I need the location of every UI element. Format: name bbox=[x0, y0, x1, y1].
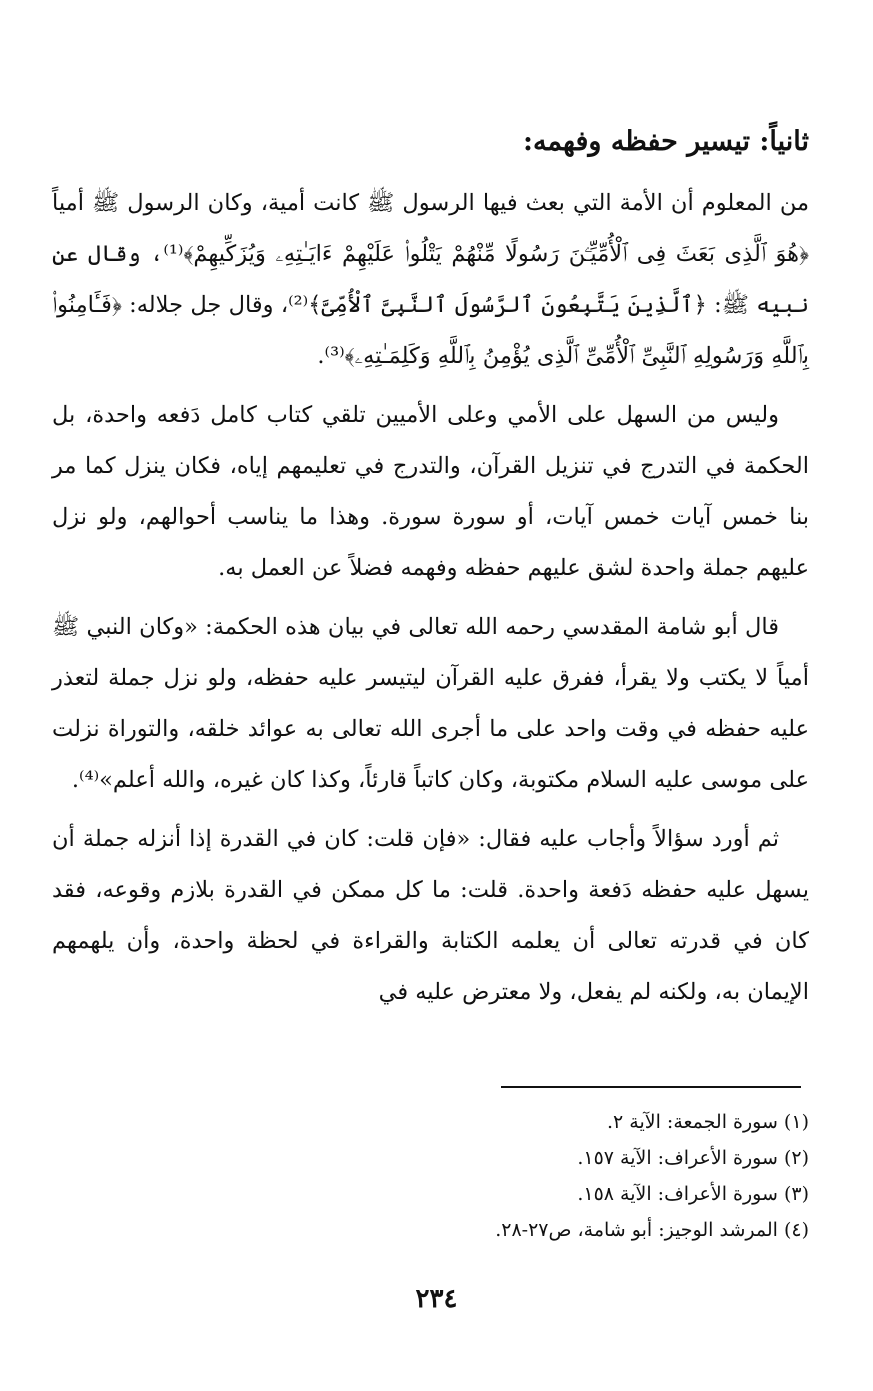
footnote-3: (٣) سورة الأعراف: الآية ١٥٨. bbox=[577, 1183, 809, 1205]
footnote-2: (٢) سورة الأعراف: الآية ١٥٧. bbox=[577, 1147, 809, 1169]
footnote-4: (٤) المرشد الوجيز: أبو شامة، ص٢٧-٢٨. bbox=[495, 1219, 809, 1241]
footnote-1: (١) سورة الجمعة: الآية ٢. bbox=[606, 1111, 809, 1133]
footnotes bbox=[60, 1104, 809, 1248]
main-text bbox=[52, 178, 809, 1026]
paragraph-2: وليس من السهل على الأمي وعلى الأميين تلقي كتاب كامل دَفعه واحدة، بل الحكمة في التدرج في تنزيل القرآن، والتدرج في تعليمهم إياه، فكان ينزل كما مر بنا خمس آيات خمس آيات، أو سورة سورة. وهذا ما يناسب أحوالهم، ولو نزل عليهم جملة واحدة لشق عليهم حفظه وفهمه فضلاً عن العمل به. bbox=[52, 402, 809, 581]
page-number: ٢٣٤ bbox=[415, 1284, 458, 1314]
paragraph-1: من المعلوم أن الأمة التي بعث فيها الرسول ﷺ كانت أمية، وكان الرسول ﷺ أمياً ﴿هُوَ ٱلَّذِى بَعَثَ فِى ٱلْأُمِّيِّـۧنَ رَسُولًا مِّنْهُمْ يَتْلُوا۟ عَلَيْهِمْ ءَايَـٰتِهِۦ وَيُزَكِّيهِمْ﴾⁽¹⁾، وقال عن نبيه ﷺ: ﴿ٱلَّذِينَ يَتَّبِعُونَ ٱلرَّسُولَ ٱلنَّبِىَّ ٱلْأُمِّىَّ﴾⁽²⁾، وقال جل جلاله: ﴿فَـَٔامِنُوا۟ بِٱللَّهِ وَرَسُولِهِ ٱلنَّبِىِّ ٱلْأُمِّىِّ ٱلَّذِى يُؤْمِنُ بِٱللَّهِ وَكَلِمَـٰتِهِۦ﴾⁽³⁾. bbox=[52, 190, 810, 369]
paragraph-3: قال أبو شامة المقدسي رحمه الله تعالى في بيان هذه الحكمة: «وكان النبي ﷺ أمياً لا يكتب ولا يقرأ، ففرق عليه القرآن ليتيسر عليه حفظه، ولو نزل جملة لتعذر عليه حفظه في وقت واحد على ما أجرى الله تعالى به عوائد خلقه، والتوراة نزلت على موسى عليه السلام مكتوبة، وكان كاتباً قارئاً، وكذا كان غيره، والله أعلم»⁽⁴⁾. bbox=[52, 614, 809, 793]
section-heading: ثانياً: تيسير حفظه وفهمه: bbox=[522, 126, 809, 157]
paragraph-4: ثم أورد سؤالاً وأجاب عليه فقال: «فإن قلت: كان في القدرة إذا أنزله جملة أن يسهل عليه حفظه دَفعة واحدة. قلت: ما كل ممكن في القدرة بلازم وقوعه، فقد كان في قدرته تعالى أن يعلمه الكتابة والقراءة في لحظة واحدة، وأن يلهمهم الإيمان به، ولكنه لم يفعل، ولا معترض عليه في bbox=[52, 826, 809, 1005]
footnote-separator bbox=[501, 1086, 801, 1088]
